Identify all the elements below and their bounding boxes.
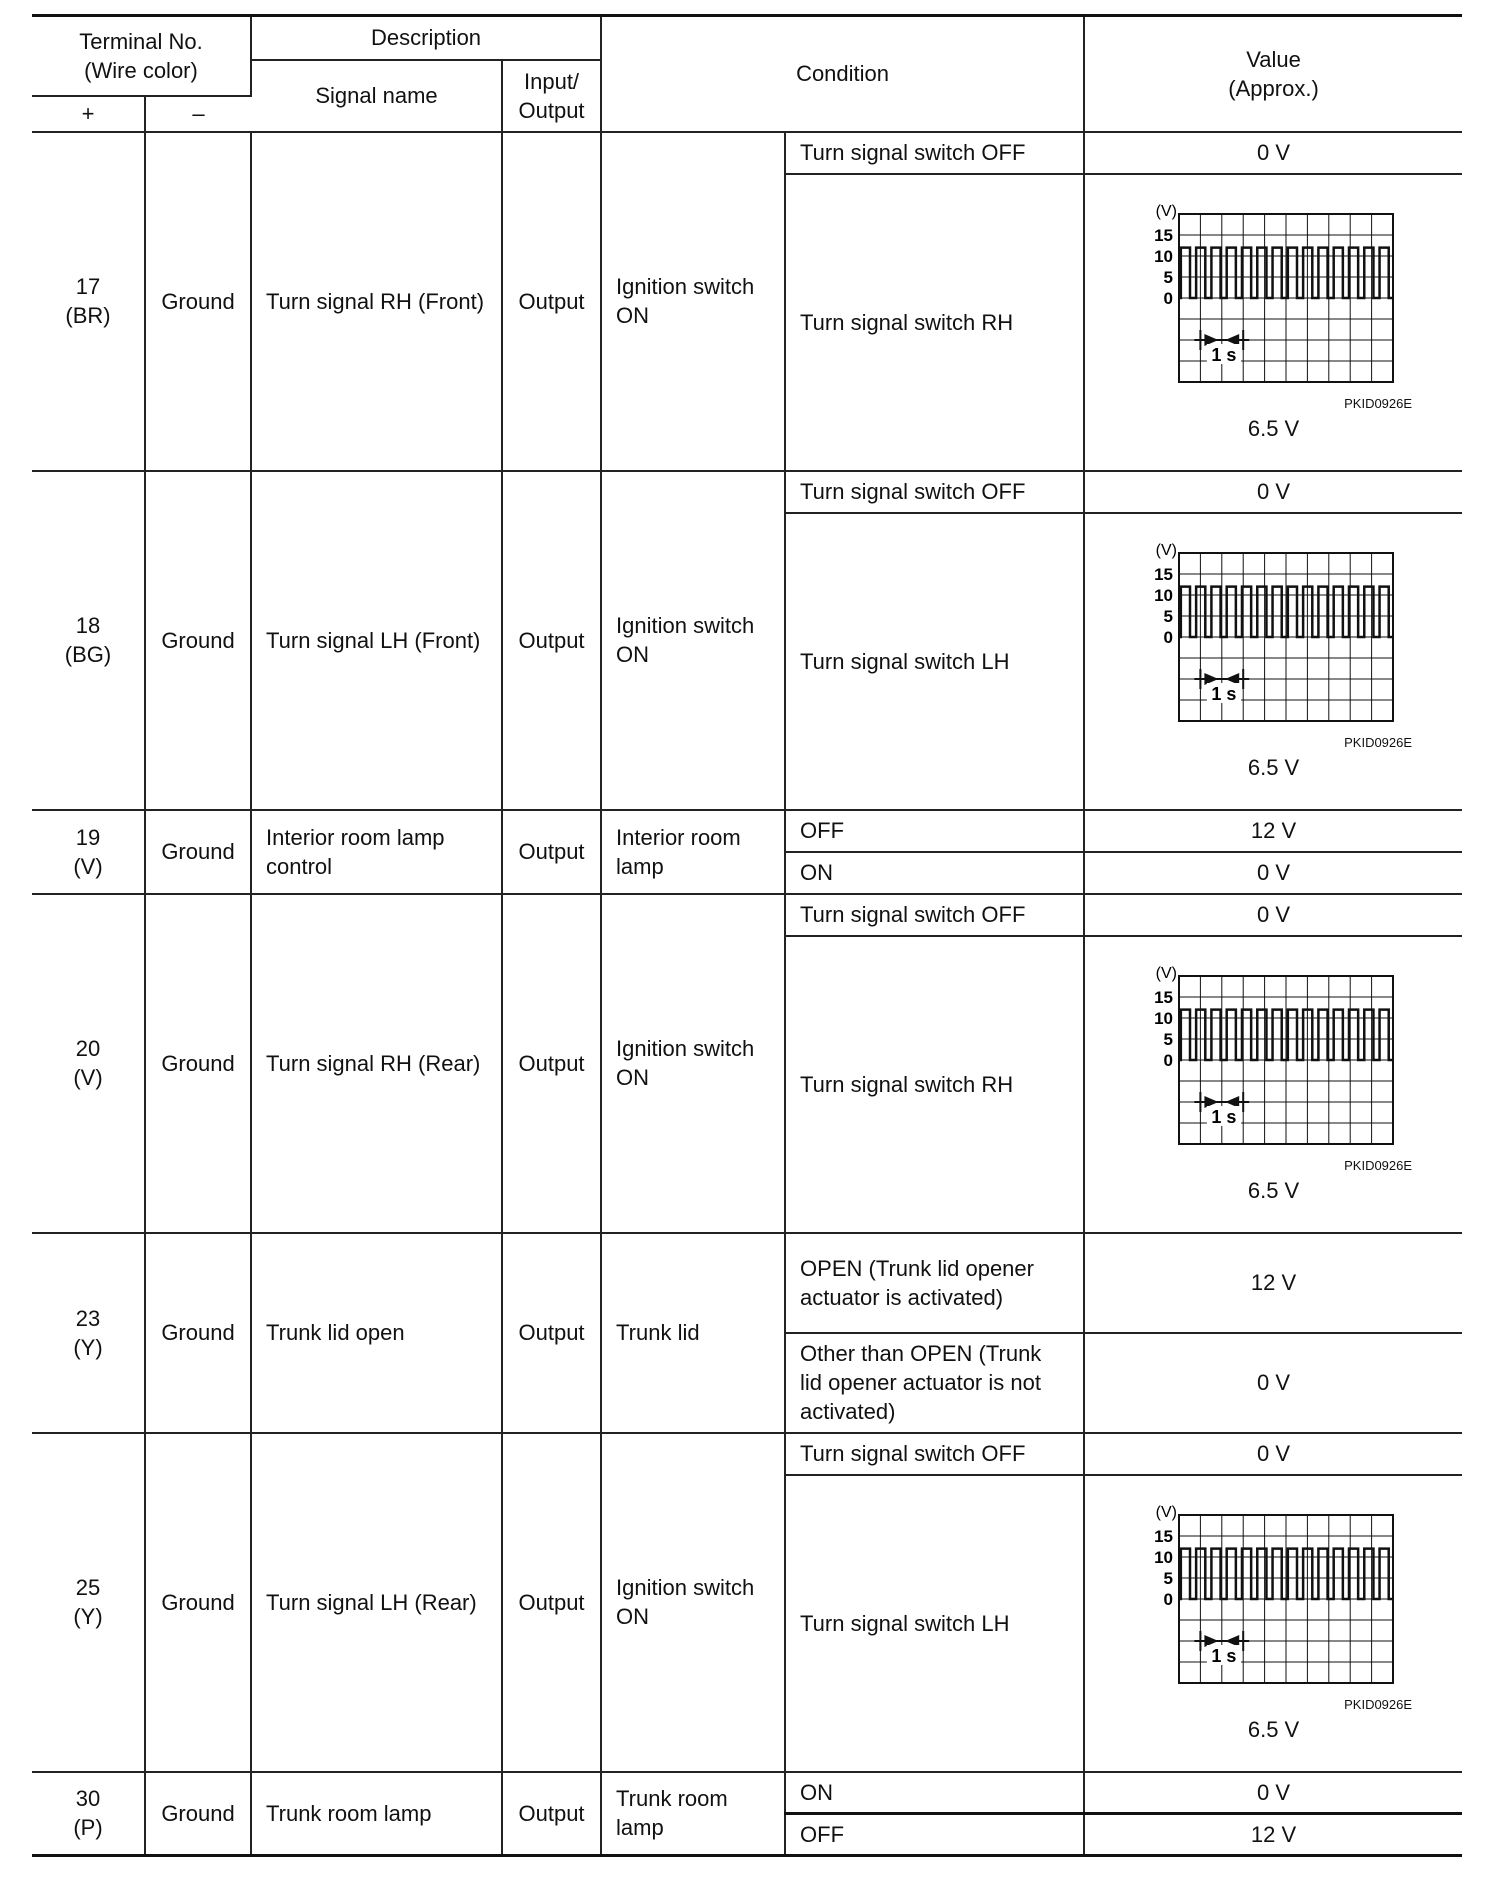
wire-color: (Y) [73,1334,103,1360]
input-label: Input/ [524,68,580,94]
wire-color: (V) [73,853,103,879]
terminal-cell [32,471,145,810]
io-cell: Output [502,894,601,1233]
waveform-graph [1139,541,1409,741]
figure-id: PKID0926E [1344,734,1413,750]
io-cell: Output [502,810,601,894]
terminal-number: 23 [75,1305,101,1331]
signal-name-cell: Turn signal LH (Front) [251,471,502,810]
terminal-number: 25 [75,1575,101,1600]
ground-cell: Ground [145,132,251,471]
condition-cell: Turn signal switch OFF [785,132,1084,174]
waveform-tick-label: 15 [1153,1526,1173,1546]
terminal-number: 19 [75,824,101,850]
signal-name-cell: Turn signal LH (Rear) [251,1433,502,1772]
table-row [32,1433,1462,1475]
condition-cell: Turn signal switch RH [785,936,1084,1233]
plus-header: + [32,96,145,132]
waveform-tick-label: 15 [1153,987,1173,1007]
condition-cell: Turn signal switch OFF [785,894,1084,936]
wire-color-label: (Wire color) [84,57,198,83]
waveform-tick-label: 10 [1153,1547,1173,1567]
description-header: Description [251,16,601,60]
value-cell: 12 V [1084,1233,1462,1333]
value-text: 6.5 V [1247,754,1300,780]
io-cell: Output [502,1233,601,1433]
value-cell: 0 V [1084,471,1462,513]
terminal-cell [32,1233,145,1433]
signal-name-cell: Trunk room lamp [251,1772,502,1856]
value-cell [1084,936,1462,1233]
table-row [32,894,1462,936]
value-cell: 0 V [1084,1333,1462,1433]
io-cell: Output [502,132,601,471]
waveform-tick-label: 0 [1163,1050,1173,1070]
table-row [32,810,1462,852]
terminal-table [32,14,1462,1857]
condition-cell: OFF [785,810,1084,852]
terminal-cell [32,810,145,894]
terminal-number: 18 [75,613,101,638]
waveform-tick-label: 10 [1153,1008,1173,1028]
value-text: 6.5 V [1247,1716,1300,1742]
terminal-cell [32,132,145,471]
table-row [32,471,1462,513]
input-output-header [502,60,601,132]
figure-id: PKID0926E [1344,1157,1413,1173]
value-cell: 0 V [1084,1433,1462,1475]
value-text: 6.5 V [1247,415,1300,441]
condition-cell: OFF [785,1814,1084,1856]
signal-name-header: Signal name [251,60,502,132]
terminal-number: 20 [75,1036,101,1061]
wire-color: (P) [73,1815,103,1841]
condition-cell: OPEN (Trunk lid opener actuator is activated) [785,1233,1084,1333]
waveform-graph [1139,202,1409,402]
condition-group-cell: Ignition switch ON [601,471,785,810]
wire-color: (V) [73,1065,103,1090]
value-cell: 0 V [1084,894,1462,936]
condition-group-cell: Trunk room lamp [601,1772,785,1856]
table-row [32,132,1462,174]
io-cell: Output [502,471,601,810]
value-cell: 0 V [1084,1772,1462,1814]
condition-group-cell: Ignition switch ON [601,894,785,1233]
value-label: Value [1246,46,1301,72]
signal-name-cell: Turn signal RH (Front) [251,132,502,471]
ground-cell: Ground [145,1433,251,1772]
condition-group-cell: Interior room lamp [601,810,785,894]
terminal-cell [32,1433,145,1772]
value-cell: 0 V [1084,132,1462,174]
approx-label: (Approx.) [1228,75,1319,101]
waveform-tick-label: 0 [1163,1589,1173,1609]
waveform-tick-label: 5 [1163,1568,1173,1588]
waveform-tick-label: 5 [1163,1029,1173,1049]
condition-cell: ON [785,1772,1084,1814]
terminal-number: 17 [75,274,101,299]
waveform-tick-label: 5 [1163,606,1173,626]
waveform-unit: (V) [1155,541,1177,559]
terminal-no-header [32,16,251,96]
value-cell [1084,1475,1462,1772]
waveform-tick-label: 5 [1163,267,1173,287]
condition-cell: Other than OPEN (Trunk lid opener actuator is not activated) [785,1333,1084,1433]
terminal-number: 30 [75,1786,101,1812]
condition-cell: Turn signal switch OFF [785,1433,1084,1475]
ground-cell: Ground [145,810,251,894]
terminal-cell [32,1772,145,1856]
time-label: 1 s [1210,1106,1237,1127]
waveform-tick-label: 15 [1153,564,1173,584]
condition-cell: Turn signal switch OFF [785,471,1084,513]
io-cell: Output [502,1772,601,1856]
value-cell [1084,513,1462,810]
value-cell: 12 V [1084,1814,1462,1856]
figure-id: PKID0926E [1344,395,1413,411]
waveform-tick-label: 0 [1163,627,1173,647]
table-row [32,1233,1462,1333]
value-header [1084,16,1462,132]
signal-name-cell: Trunk lid open [251,1233,502,1433]
ground-cell: Ground [145,1772,251,1856]
waveform-graph [1139,964,1409,1164]
signal-name-cell: Interior room lamp control [251,810,502,894]
time-label: 1 s [1210,1645,1237,1666]
figure-id: PKID0926E [1344,1696,1413,1712]
waveform-graph [1139,1503,1409,1703]
ground-cell: Ground [145,471,251,810]
waveform-tick-label: 0 [1163,288,1173,308]
value-text: 6.5 V [1247,1177,1300,1203]
ground-cell: Ground [145,1233,251,1433]
wire-color: (BR) [65,303,111,328]
time-label: 1 s [1210,683,1237,704]
wire-color: (Y) [73,1604,103,1629]
output-label: Output [518,97,585,123]
condition-cell: Turn signal switch LH [785,513,1084,810]
waveform-tick-label: 10 [1153,585,1173,605]
condition-group-cell: Trunk lid [601,1233,785,1433]
value-cell [1084,174,1462,471]
waveform-unit: (V) [1155,1503,1177,1521]
waveform-tick-label: 10 [1153,246,1173,266]
value-cell: 0 V [1084,852,1462,894]
condition-group-cell: Ignition switch ON [601,132,785,471]
wire-color: (BG) [64,642,112,667]
waveform-unit: (V) [1155,202,1177,220]
signal-name-cell: Turn signal RH (Rear) [251,894,502,1233]
condition-header: Condition [601,16,1084,132]
ground-cell: Ground [145,894,251,1233]
value-cell: 12 V [1084,810,1462,852]
condition-cell: ON [785,852,1084,894]
condition-cell: Turn signal switch RH [785,174,1084,471]
terminal-no-label: Terminal No. [79,28,203,54]
condition-group-cell: Ignition switch ON [601,1433,785,1772]
time-label: 1 s [1210,344,1237,365]
waveform-unit: (V) [1155,964,1177,982]
io-cell: Output [502,1433,601,1772]
table-row [32,1772,1462,1814]
waveform-tick-label: 15 [1153,225,1173,245]
condition-cell: Turn signal switch LH [785,1475,1084,1772]
table-body [32,132,1462,1856]
terminal-cell [32,894,145,1233]
minus-header: – [145,96,251,132]
